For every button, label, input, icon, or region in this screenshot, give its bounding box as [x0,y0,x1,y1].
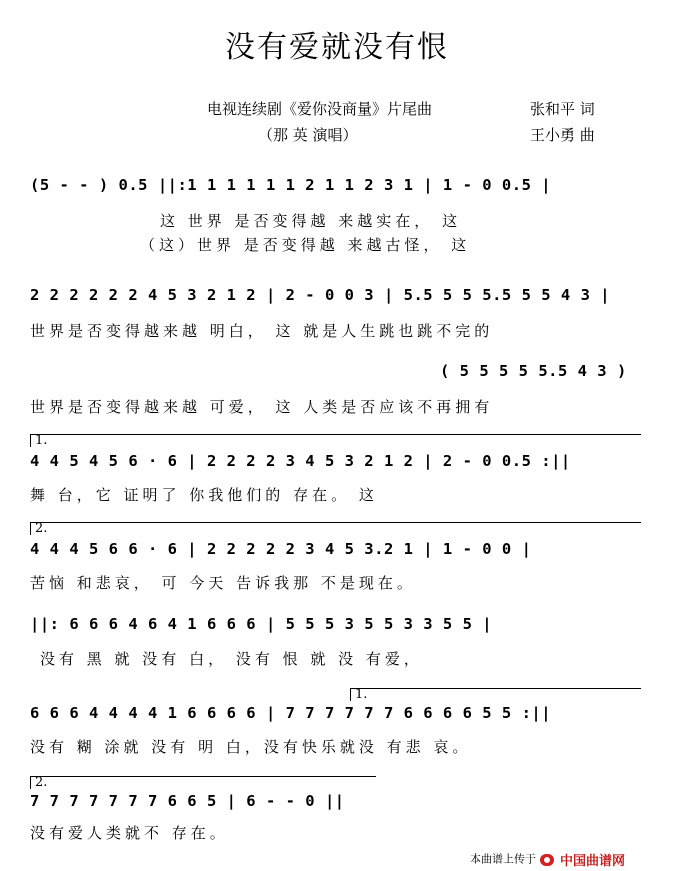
volta-number: 2. [35,521,48,536]
volta-number: 1. [355,687,368,702]
lyric-line-2b: 世界是否变得越来越 可爱， 这 人类是否应该不再拥有 [30,398,494,416]
logo-swirl-icon [540,854,554,866]
notation-line-2: 2 2 2 2 2 2 4 5 3 2 1 2 | 2 - 0 0 3 | 5.5 5 5 5.5 5 5 4 3 | [30,286,611,304]
notation-line-3: 4 4 5 4 5 6 · 6 | 2 2 2 2 3 4 5 3 2 1 2 | 2 - 0 0.5 :|| [30,452,571,470]
notation-line-6: 6 6 6 4 4 4 4 1 6 6 6 6 | 7 7 7 7 7 7 6 6 6 6 5 5 :|| [30,704,552,722]
lyric-line-3: 舞 台，它 证明了 你我他们的 存在。 这 [30,486,378,504]
lyric-line-4: 苦恼 和悲哀， 可 今天 告诉我那 不是现在。 [30,574,416,592]
lyric-line-5: 没有 黑 就 没有 白， 没有 恨 就 没 有爱， [40,650,423,668]
lyric-line-7: 没有爱人类就不 存在。 [30,824,229,842]
notation-line-1: (5 - - ) 0.5 ||:1 1 1 1 1 1 2 1 1 2 3 1 | 1 - 0 0.5 | [30,176,552,194]
lyric-line-6: 没有 糊 涂就 没有 明 白，没有快乐就没 有悲 哀。 [30,738,472,756]
notation-line-2-alt: ( 5 5 5 5 5.5 4 3 ) [440,362,627,380]
song-singer: （那 英 演唱） [258,126,358,144]
lyric-line-1a: 这 世界 是否变得越 来越实在， 这 [160,212,462,230]
volta-bracket-4 [30,776,376,789]
song-composer: 王小勇 曲 [530,126,595,144]
song-source: 电视连续剧《爱你没商量》片尾曲 [207,100,433,118]
upload-footer [470,850,625,869]
song-lyricist: 张和平 词 [530,100,595,118]
song-title: 没有爱就没有恨 [225,30,449,65]
lyric-line-2a: 世界是否变得越来越 明白， 这 就是人生跳也跳不完的 [30,322,494,340]
notation-line-5: ||: 6 6 6 4 6 4 1 6 6 6 | 5 5 5 3 5 5 3 3 5 5 | [30,615,493,633]
volta-bracket-3 [350,688,641,701]
volta-number: 2. [35,775,48,790]
volta-number: 1. [35,433,48,448]
notation-line-7: 7 7 7 7 7 7 7 6 6 5 | 6 - - 0 || [30,792,345,810]
footer-text: 本曲谱上传于 [470,852,536,866]
volta-bracket-1 [30,434,641,447]
site-logo-text[interactable]: 中国曲谱网 [560,854,626,869]
notation-line-4: 4 4 4 5 6 6 · 6 | 2 2 2 2 2 3 4 5 3.2 1 | 1 - 0 0 | [30,540,532,558]
lyric-line-1b: （这）世界 是否变得越 来越古怪， 这 [140,236,471,254]
volta-bracket-2 [30,522,641,535]
